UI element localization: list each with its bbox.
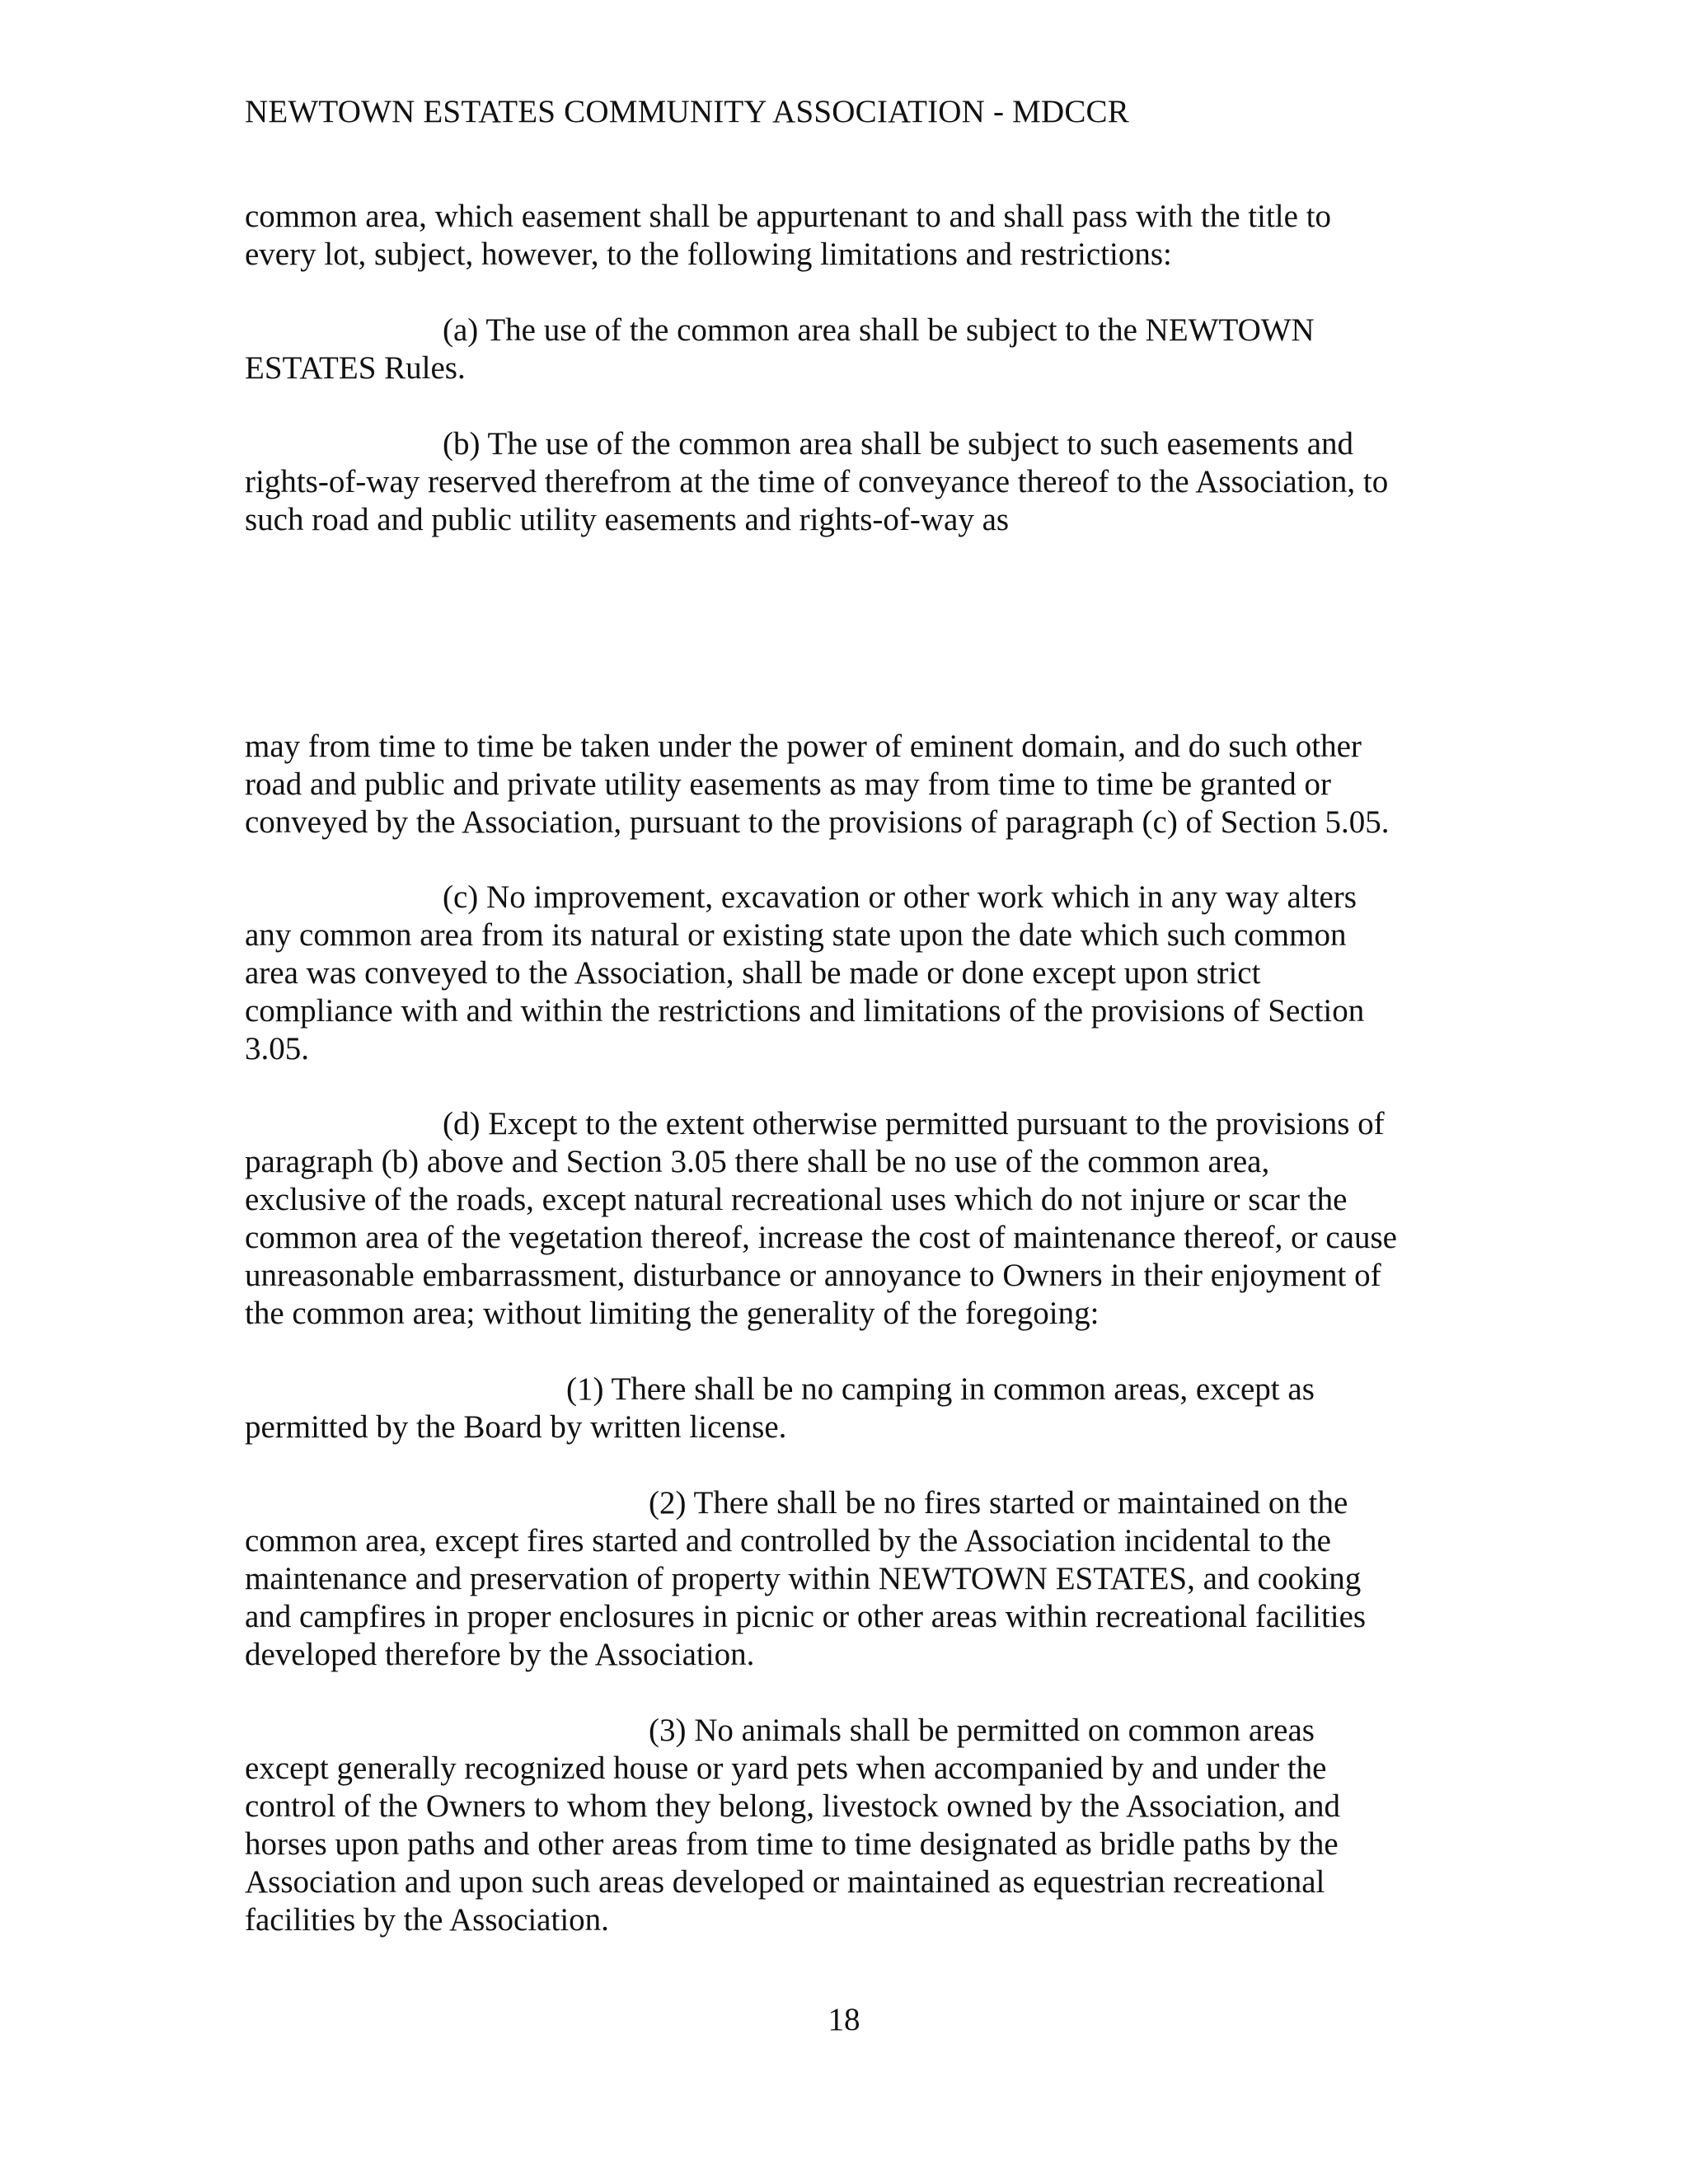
text-line: such road and public utility easements and rights-of-way as (245, 502, 1010, 537)
text-line: may from time to time be taken under the power of eminent domain, and do such other (245, 729, 1362, 764)
text-line: every lot, subject, however, to the following limitations and restrictions: (245, 237, 1172, 272)
text-line: rights-of-way reserved therefrom at the time of conveyance thereof to the Association, to (245, 464, 1389, 499)
text-line: (d) Except to the extent otherwise permitted pursuant to the provisions of (443, 1106, 1385, 1141)
text-line: area was conveyed to the Association, shall be made or done except upon strict (245, 955, 1261, 991)
text-line: exclusive of the roads, except natural recreational uses which do not injure or scar the (245, 1182, 1348, 1217)
text-line: developed therefore by the Association. (245, 1637, 755, 1672)
text-line: unreasonable embarrassment, disturbance or annoyance to Owners in their enjoyment of (245, 1258, 1381, 1293)
text-line: paragraph (b) above and Section 3.05 there shall be no use of the common area, (245, 1144, 1270, 1179)
paragraph-d3 (245, 1712, 1432, 1939)
paragraph-d2 (245, 1484, 1432, 1674)
text-line: (2) There shall be no fires started or maintained on the (649, 1485, 1348, 1521)
text-line: and campfires in proper enclosures in picnic or other areas within recreational facilities (245, 1599, 1367, 1634)
text-line: horses upon paths and other areas from time to time designated as bridle paths by the (245, 1826, 1339, 1862)
paragraph-b-continued (245, 728, 1432, 841)
text-line: any common area from its natural or existing state upon the date which such common (245, 917, 1347, 953)
text-line: ESTATES Rules. (245, 350, 466, 386)
text-line: common area of the vegetation thereof, increase the cost of maintenance thereof, or cause (245, 1220, 1397, 1255)
text-line: Association and upon such areas developed or maintained as equestrian recreational (245, 1864, 1325, 1900)
text-line: control of the Owners to whom they belong, livestock owned by the Association, and (245, 1788, 1341, 1824)
text-line: maintenance and preservation of property within NEWTOWN ESTATES, and cooking (245, 1561, 1362, 1596)
text-line: road and public and private utility easements as may from time to time be granted or (245, 766, 1332, 802)
page-number: 18 (828, 2002, 860, 2037)
text-line: (3) No animals shall be permitted on common areas (649, 1713, 1315, 1748)
text-line: compliance with and within the restrictions and limitations of the provisions of Section (245, 993, 1365, 1029)
paragraph-b (245, 425, 1432, 539)
text-line: facilities by the Association. (245, 1902, 609, 1938)
text-line: except generally recognized house or yard pets when accompanied by and under the (245, 1750, 1327, 1786)
text-line: common area, which easement shall be appurtenant to and shall pass with the title to (245, 199, 1332, 234)
text-line: (1) There shall be no camping in common areas, except as (566, 1371, 1315, 1407)
paragraph-d (245, 1105, 1432, 1333)
text-line: common area, except fires started and controlled by the Association incidental to the (245, 1523, 1331, 1558)
text-line: the common area; without limiting the generality of the foregoing: (245, 1296, 1100, 1331)
text-line: (a) The use of the common area shall be subject to the NEWTOWN (443, 312, 1315, 348)
text-line: 3.05. (245, 1031, 309, 1066)
paragraph-intro (245, 198, 1432, 274)
text-line: permitted by the Board by written license. (245, 1409, 787, 1445)
paragraph-d1 (245, 1371, 1432, 1446)
page-header: NEWTOWN ESTATES COMMUNITY ASSOCIATION - MDCCR (245, 94, 1129, 129)
text-line: (b) The use of the common area shall be subject to such easements and (443, 426, 1354, 462)
paragraph-c (245, 879, 1432, 1068)
text-line: (c) No improvement, excavation or other work which in any way alters (443, 879, 1357, 915)
text-line: conveyed by the Association, pursuant to the provisions of paragraph (c) of Section 5.05. (245, 804, 1390, 840)
paragraph-a (245, 312, 1432, 387)
